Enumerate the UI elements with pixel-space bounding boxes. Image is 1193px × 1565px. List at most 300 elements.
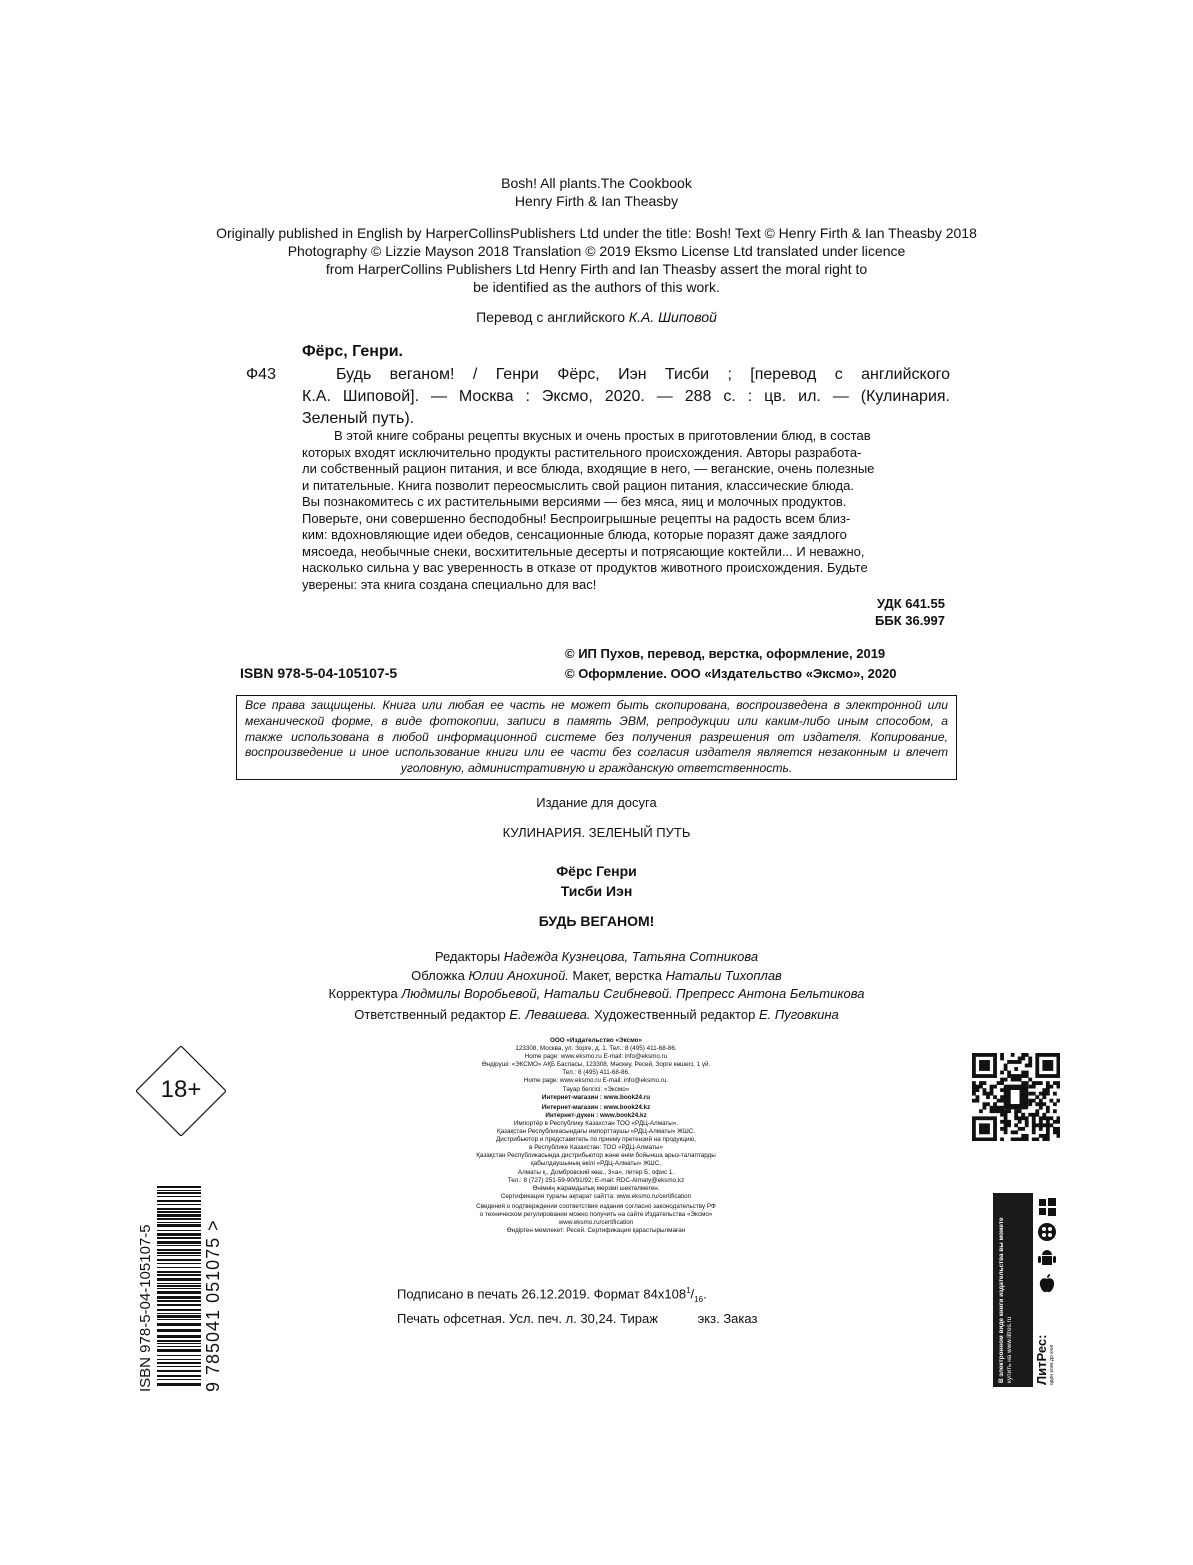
translation-label: Перевод с английского [476,309,626,325]
qr-module [979,1064,983,1068]
original-title: Bosh! All plants.The Cookbook [501,175,692,191]
qr-module [983,1088,987,1092]
qr-module [1049,1067,1053,1071]
qr-module [1032,1081,1036,1085]
qr-module [1053,1127,1057,1131]
qr-module [1042,1113,1046,1117]
biblio-line: Будь веганом! / Генри Фёрс, Иэн Тисби ; [перевод с английского [336,366,950,383]
qr-module [1046,1067,1050,1071]
qr-module [1046,1074,1050,1078]
qr-module [1053,1092,1057,1096]
qr-module [979,1130,983,1134]
biblio-line: Зеленый путь). [302,410,415,427]
qr-module [1007,1074,1011,1078]
qr-module [1025,1064,1029,1068]
copyright-notice [0,224,1193,296]
editors-credit [0,948,1193,967]
copyright-line: Originally published in English by HarperCollinsPublishers Ltd under the title: Bosh! Text © Henry Firth & Ian Theasby 2018 [216,225,977,241]
qr-module [1042,1060,1046,1064]
qr-module [983,1123,987,1127]
abstract-line: ли собственный рацион питания, и все блюда, входящие в него, — веганские, очень полезные [302,461,875,476]
qr-module [1046,1085,1050,1089]
qr-module [993,1123,997,1127]
qr-module [1021,1113,1025,1117]
qr-module [1018,1057,1022,1061]
qr-module [1056,1064,1060,1068]
qr-module [993,1074,997,1078]
qr-module [1046,1127,1050,1131]
barcode-bar [157,1300,201,1302]
qr-module [1018,1137,1022,1141]
qr-module [1046,1064,1050,1068]
qr-module [1042,1123,1046,1127]
qr-module [1042,1064,1046,1068]
qr-module [1021,1057,1025,1061]
publisher-info [396,1037,796,1235]
litres-slogan: один клик до книг [1049,1344,1055,1385]
qr-module [979,1081,983,1085]
editors-names: Надежда Кузнецова, Татьяна Сотникова [503,949,759,964]
qr-module [972,1053,976,1057]
qr-module [1035,1109,1039,1113]
qr-module [1004,1116,1008,1120]
qr-module [972,1067,976,1071]
qr-module [1018,1060,1022,1064]
qr-module [1000,1095,1004,1099]
barcode-bar [157,1271,201,1273]
barcode-bar [157,1233,201,1236]
udk-code: УДК 641.55 [877,596,945,611]
qr-module [1042,1116,1046,1120]
qr-module [1032,1085,1036,1089]
qr-module [1035,1064,1039,1068]
qr-module [986,1116,990,1120]
windows-icon [1037,1197,1057,1217]
qr-module [1014,1137,1018,1141]
qr-module [972,1092,976,1096]
qr-module [1053,1109,1057,1113]
qr-module [976,1053,980,1057]
qr-module [986,1064,990,1068]
qr-module [972,1088,976,1092]
qr-code [972,1053,1060,1141]
qr-module [986,1053,990,1057]
qr-module [1007,1123,1011,1127]
barcode-bar [157,1230,201,1231]
rights-line: Все права защищены. Книга или любая ее часть не может быть скопирована, воспроизведена в электронной или [245,698,948,712]
abstract-line: Поверьте, они совершенно бесподобны! Беспроигрышные рецепты на радость всем близ- [302,510,851,526]
qr-module [983,1137,987,1141]
fraction-numerator: 1 [686,1286,691,1295]
qr-module [1035,1123,1039,1127]
qr-module [1046,1134,1050,1138]
qr-module [1056,1127,1060,1131]
qr-module [1042,1092,1046,1096]
qr-module [976,1074,980,1078]
publisher-line: о техническом регулировании можно получить на сайте Издательства «Эксмо» [479,1210,713,1218]
qr-module [993,1102,997,1106]
qr-module [1042,1074,1046,1078]
platform-icons [1037,1197,1057,1295]
qr-module [1056,1053,1060,1057]
barcode-bar [157,1383,201,1386]
publisher-line: 123308, Москва, ул. Зорге, д. 1. Тел.: 8 (495) 411-68-86. [515,1045,677,1053]
qr-module [1056,1081,1060,1085]
qr-module [986,1074,990,1078]
qr-module [986,1095,990,1099]
qr-module [993,1053,997,1057]
qr-module [1056,1071,1060,1075]
bbk-code: ББК 36.997 [875,613,945,628]
barcode-bar [157,1291,201,1294]
barcode-bar [157,1259,201,1261]
qr-module [1035,1057,1039,1061]
barcode-bar [157,1222,201,1223]
qr-module [1053,1102,1057,1106]
qr-module [1021,1137,1025,1141]
translation-credit [0,308,1193,326]
publisher-line: қабылдаушының өкілі «РДЦ-Алматы» ЖШС, [530,1160,661,1168]
qr-module [993,1060,997,1064]
qr-module [972,1116,976,1120]
credits-block [0,948,1193,1004]
barcode-bar [157,1349,201,1352]
qr-module [1007,1109,1011,1113]
qr-module [1000,1113,1004,1117]
age-rating-text: 18+ [160,1076,202,1103]
litres-line: купить на www.litres.ru [1006,1316,1013,1383]
publisher-line: Қазақстан Республикасындағы импорттаушы «РДЦ-Алматы» ЖШС. [496,1128,696,1136]
qr-module [1004,1120,1008,1124]
abstract-line: ким: вдохновляющие идеи обедов, сенсационные блюда, которые поразят даже заядлого [302,527,847,542]
abstract [302,428,950,593]
qr-module [972,1130,976,1134]
qr-module [1014,1074,1018,1078]
apple-icon [1037,1273,1057,1295]
qr-module [972,1074,976,1078]
qr-module [990,1092,994,1096]
qr-module [1004,1127,1008,1131]
qr-module [1046,1123,1050,1127]
qr-module [1046,1053,1050,1057]
barcode-isbn-text: ISBN 978-5-04-105107-5 [137,1224,154,1392]
qr-module [1021,1074,1025,1078]
qr-module [990,1106,994,1110]
qr-module [1049,1116,1053,1120]
barcode-bar [157,1255,201,1256]
translator-name: К.А. Шиповой [628,309,717,325]
qr-module [972,1057,976,1061]
publisher-line: в Республике Казахстан: ТОО «РДЦ-Алматы» [529,1144,663,1152]
qr-module [976,1116,980,1120]
qr-module [1014,1130,1018,1134]
isbn: ISBN 978-5-04-105107-5 [240,665,398,681]
barcode-bar [157,1288,201,1289]
print-line-2: Печать офсетная. Усл. печ. л. 30,24. Тираж экз. Заказ [397,1310,758,1326]
qr-module [986,1092,990,1096]
barcode-bar [157,1274,201,1276]
qr-module [1035,1081,1039,1085]
abstract-line: которых входят исключительно продукты растительного происхождения. Авторы разработа- [302,444,862,460]
qr-module [972,1060,976,1064]
publisher-line: Дистрибьютор и представитель по приему претензий на продукцию, [496,1136,696,1144]
qr-module [1018,1109,1022,1113]
qr-module [972,1120,976,1124]
qr-module [1056,1130,1060,1134]
qr-module [1039,1116,1043,1120]
barcode-bar [157,1340,201,1342]
barcode-bar [157,1370,201,1372]
bibliographic-description [302,364,950,430]
qr-module [993,1057,997,1061]
qr-module [997,1106,1001,1110]
qr-module [1000,1053,1004,1057]
qr-module [1004,1078,1008,1082]
qr-module [1056,1099,1060,1103]
barcode-bar [157,1355,201,1356]
isbn-barcode [137,1186,223,1392]
blackberry-icon [1037,1221,1057,1243]
qr-module [1032,1116,1036,1120]
qr-module [1028,1060,1032,1064]
qr-module [972,1081,976,1085]
qr-module [997,1109,1001,1113]
qr-module [1000,1088,1004,1092]
barcode-bar [157,1304,201,1306]
format-text: Подписано в печать 26.12.2019. Формат 84x108 [397,1286,687,1302]
qr-module [976,1095,980,1099]
biblio-line: К.А. Шиповой]. — Москва : Эксмо, 2020. — 288 с. : цв. ил. — (Кулинария. [302,388,950,405]
original-authors: Henry Firth & Ian Theasby [514,193,679,209]
qr-module [1035,1067,1039,1071]
qr-module [1042,1102,1046,1106]
barcode-bar [157,1283,201,1284]
qr-module [1028,1057,1032,1061]
resp-editor-label: Ответственный редактор [354,1007,506,1022]
barcode-bar [157,1214,201,1217]
qr-module [1025,1120,1029,1124]
litres-logo-text: ЛитРес: [1034,1334,1049,1385]
litres-line: В электронном виде книги издательства вы можете [998,1217,1005,1383]
barcode-bar [157,1196,201,1197]
qr-module [1028,1099,1032,1103]
qr-module [1014,1067,1018,1071]
qr-module [1049,1074,1053,1078]
qr-module [1007,1120,1011,1124]
qr-module [1032,1123,1036,1127]
qr-module [986,1060,990,1064]
qr-module [993,1120,997,1124]
layout-name: Натальи Тихоплав [665,967,782,983]
qr-module [1032,1130,1036,1134]
barcode-bar [157,1323,201,1326]
qr-module [990,1074,994,1078]
qr-module [1035,1053,1039,1057]
qr-module [1053,1081,1057,1085]
abstract-line: В этой книге собраны рецепты вкусных и очень простых в приготовлении блюд, в состав [334,428,871,443]
litres-banner [993,1193,1033,1387]
rights-line: воспроизведение и иное использование книги или ее части без согласия издателя является незаконным и влечет [245,745,948,760]
qr-module [1053,1074,1057,1078]
barcode-bar [157,1285,201,1287]
qr-module [1056,1074,1060,1078]
qr-module [1025,1053,1029,1057]
qr-module [972,1085,976,1089]
publisher-line: Сертификация туралы ақпарат сайтта: www.eksmo.ru/certification [500,1192,692,1200]
qr-module [1000,1137,1004,1141]
qr-module [1046,1088,1050,1092]
qr-module [1025,1081,1029,1085]
art-editor-name: Е. Пуговкина [758,1007,839,1022]
barcode-bar [157,1218,201,1220]
publisher-line: Алматы қ., Домбровский көш., 3«а», литер Б, офис 1. [517,1168,675,1176]
barcode-bar [157,1224,201,1227]
qr-module [990,1085,994,1089]
barcode-bar [157,1296,201,1299]
proof-names: Людмилы Воробьевой, Натальи Сгибневой. Препресс Антона Бельтикова [401,986,865,1001]
qr-module [1046,1137,1050,1141]
qr-module [1004,1109,1008,1113]
qr-module [1028,1064,1032,1068]
barcode-digits: 9 785041 051075 > [203,1219,223,1392]
cover-credit [0,967,1193,986]
qr-module [1039,1120,1043,1124]
author-list [0,861,1193,901]
qr-module [1000,1127,1004,1131]
author-name: Тисби Иэн [560,883,633,899]
qr-module [1000,1078,1004,1082]
barcode-bar [157,1245,201,1246]
qr-module [1004,1123,1008,1127]
qr-module [1049,1060,1053,1064]
qr-module [1046,1109,1050,1113]
qr-module [1046,1081,1050,1085]
qr-module [1014,1109,1018,1113]
qr-module [1018,1078,1022,1082]
qr-module [1035,1137,1039,1141]
barcode-bar [157,1335,201,1338]
qr-module [972,1064,976,1068]
barcode-bar [157,1192,201,1194]
qr-module [1000,1081,1004,1085]
qr-module [1000,1109,1004,1113]
publisher-line: Сведения о подтверждении соответствия издания согласно законодательству РФ [476,1202,716,1210]
qr-module [972,1123,976,1127]
publisher-line: Өндірген мемлекет: Ресей. Сертификация қарастырылмаған [506,1227,686,1235]
qr-module [1039,1102,1043,1106]
qr-module [979,1060,983,1064]
qr-module [1028,1092,1032,1096]
qr-module [1035,1060,1039,1064]
qr-module [990,1137,994,1141]
qr-module [1056,1057,1060,1061]
barcode-bar [157,1186,201,1188]
print-info [397,1281,757,1328]
qr-module [1028,1085,1032,1089]
qr-module [1042,1095,1046,1099]
qr-module [1004,1130,1008,1134]
qr-module [993,1071,997,1075]
publisher-line: Қазақстан Республикасында дистрибьютор және өнім бойынша арыз-талаптарды [476,1152,716,1160]
qr-module [983,1116,987,1120]
publisher-line: Тауар белгісі: «Эксмо» [562,1085,630,1093]
qr-module [979,1109,983,1113]
qr-module [1056,1060,1060,1064]
barcode-bar [157,1313,201,1314]
barcode-bar [157,1309,201,1311]
qr-module [993,1085,997,1089]
qr-module [1004,1113,1008,1117]
qr-module [1039,1123,1043,1127]
proof-credit [0,985,1193,1004]
qr-module [1039,1053,1043,1057]
qr-module [1014,1113,1018,1117]
abstract-line: и питательные. Книга позволит переосмыслить свой рацион питания, классические блюда. [302,477,854,493]
responsible-editors [0,1007,1193,1024]
rights-line: также использована в любой информационной системе без получения разрешения от издателя. Копирование, [245,729,948,744]
qr-module [1032,1092,1036,1096]
qr-module [1046,1060,1050,1064]
qr-module [1011,1053,1015,1057]
qr-module [993,1134,997,1138]
qr-module [1028,1078,1032,1082]
publisher-line: Импортёр в Республику Казахстан ТОО «РДЦ-Алматы». [513,1119,679,1127]
copyright-line: be identified as the authors of this work. [473,279,720,295]
publisher-line: Өндіруші: «ЭКСМО» АҚБ Баспасы, 123308, Мәскеу, Ресей, Зорге көшесі, 1 үй. [481,1061,711,1069]
qr-module [1053,1120,1057,1124]
qr-module [979,1074,983,1078]
barcode-bar [157,1379,201,1380]
publisher-line: Интернет-магазин : www.book24.ru [541,1093,651,1101]
resp-editor-name: Е. Левашева. [509,1007,591,1022]
qr-module [993,1116,997,1120]
abstract-line: мясоеда, необычные снеки, восхитительные десерты и потрясающие коктейли... И неважно, [302,543,865,559]
barcode-bar [157,1375,201,1377]
qr-module [983,1064,987,1068]
barcode-bar [157,1343,201,1344]
publisher-line: Өнімнің жарамдылық мерзімі шектелмеген. [532,1184,660,1192]
qr-module [993,1130,997,1134]
abstract-line: Вы познакомитесь с их растительными версиями — без мяса, яиц и молочных продуктов. [302,494,847,509]
qr-module [1039,1099,1043,1103]
qr-module [1025,1074,1029,1078]
qr-module [979,1137,983,1141]
barcode-bar [157,1329,201,1332]
qr-module [993,1109,997,1113]
qr-module [1018,1116,1022,1120]
qr-module [1028,1113,1032,1117]
editors-label: Редакторы [434,949,501,964]
qr-module [1004,1067,1008,1071]
abstract-line: насколько сильна у вас уверенность в отказе от продуктов животного происхождения. Будьте [302,560,868,575]
author-name: Фёрс Генри [556,863,637,879]
qr-module [979,1127,983,1131]
rights-notice-box [236,695,957,780]
qr-module [993,1064,997,1068]
qr-module [1011,1074,1015,1078]
edition-type: Издание для досуга [536,795,657,810]
qr-logo-mark [1011,1090,1020,1104]
qr-module [1053,1053,1057,1057]
qr-module [986,1130,990,1134]
qr-module [1032,1099,1036,1103]
qr-module [986,1137,990,1141]
qr-module [990,1053,994,1057]
qr-module [1039,1092,1043,1096]
copyright-translation: © ИП Пухов, перевод, верстка, оформление, 2019 [565,646,886,661]
qr-module [972,1137,976,1141]
qr-module [983,1106,987,1110]
